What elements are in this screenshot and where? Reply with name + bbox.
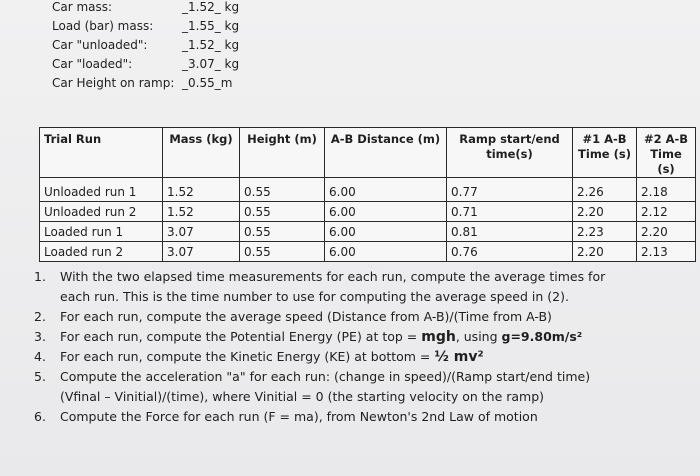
- table-cell: 6.00: [325, 242, 447, 262]
- list-item: [34, 267, 674, 287]
- table-cell: 6.00: [325, 178, 447, 202]
- step-text-part: For each run, compute the Potential Energy (PE) at top =: [60, 329, 422, 344]
- pe-formula: mgh: [421, 329, 456, 345]
- summary-label: Car "unloaded":: [52, 38, 148, 52]
- table-header-row: [40, 128, 696, 178]
- step-number: 4.: [34, 349, 46, 364]
- table-cell: 0.81: [447, 222, 573, 242]
- column-header: #1 A-B Time (s): [573, 128, 637, 178]
- column-header: Trial Run: [40, 128, 163, 178]
- table-cell: 2.20: [637, 222, 696, 242]
- summary-value: _1.55_ kg: [182, 19, 240, 33]
- table-cell: 6.00: [325, 222, 447, 242]
- step-number: 2.: [34, 309, 46, 324]
- column-header: Mass (kg): [163, 128, 240, 178]
- summary-value: _1.52_ kg: [182, 0, 240, 14]
- instruction-list: [34, 267, 674, 427]
- summary-row: [52, 36, 239, 55]
- step-text: [60, 327, 674, 347]
- table-cell: 0.71: [447, 202, 573, 222]
- table-cell: 2.20: [573, 202, 637, 222]
- list-item: [34, 287, 674, 307]
- table-row: [40, 202, 696, 222]
- step-text: [60, 347, 674, 367]
- table-cell: Unloaded run 2: [40, 202, 163, 222]
- summary-row: [52, 17, 239, 36]
- measurement-summary: [52, 0, 239, 93]
- summary-row: [52, 55, 239, 74]
- table-cell: 1.52: [163, 202, 240, 222]
- list-item: [34, 387, 674, 407]
- step-number: 3.: [34, 329, 46, 344]
- table-cell: 0.55: [240, 178, 325, 202]
- summary-value: _1.52_ kg: [182, 38, 240, 52]
- table-cell: 0.55: [240, 202, 325, 222]
- table-cell: 2.20: [573, 242, 637, 262]
- table-row: [40, 222, 696, 242]
- list-item: [34, 367, 674, 387]
- summary-value: _3.07_ kg: [182, 57, 240, 71]
- list-item: [34, 407, 674, 427]
- ke-formula: ½ mv²: [434, 349, 484, 365]
- table-cell: 3.07: [163, 222, 240, 242]
- step-text-part: For each run, compute the Kinetic Energy (KE) at bottom =: [60, 349, 435, 364]
- list-item: [34, 327, 674, 347]
- table-cell: 0.55: [240, 222, 325, 242]
- summary-label: Load (bar) mass:: [52, 19, 154, 33]
- step-text: Compute the acceleration "a" for each run: (change in speed)/(Ramp start/end time): [60, 369, 591, 384]
- summary-label: Car Height on ramp:: [52, 76, 175, 90]
- summary-value: _0.55_m: [182, 76, 233, 90]
- table-row: [40, 178, 696, 202]
- step-text-part: , using: [455, 329, 502, 344]
- table-cell: 2.13: [637, 242, 696, 262]
- step-text: each run. This is the time number to use for computing the average speed in (2).: [60, 289, 569, 304]
- step-text: With the two elapsed time measurements for each run, compute the average times for: [60, 269, 606, 284]
- table-cell: 2.18: [637, 178, 696, 202]
- column-header: #2 A-B Time (s): [637, 128, 696, 178]
- table-cell: Loaded run 1: [40, 222, 163, 242]
- summary-row: [52, 74, 239, 93]
- table-cell: 1.52: [163, 178, 240, 202]
- table-cell: 6.00: [325, 202, 447, 222]
- step-number: 5.: [34, 369, 46, 384]
- table-cell: 2.23: [573, 222, 637, 242]
- list-item: [34, 307, 674, 327]
- step-text: (Vfinal – Vinitial)/(time), where Vinitial = 0 (the starting velocity on the ramp): [60, 389, 545, 404]
- step-text: For each run, compute the average speed (Distance from A-B)/(Time from A-B): [60, 309, 552, 324]
- gravity-value: g=9.80m/s²: [501, 329, 583, 344]
- column-header: Height (m): [240, 128, 325, 178]
- table-cell: 3.07: [163, 242, 240, 262]
- step-text: Compute the Force for each run (F = ma), from Newton's 2nd Law of motion: [60, 409, 538, 424]
- column-header: A-B Distance (m): [325, 128, 447, 178]
- table-cell: 2.26: [573, 178, 637, 202]
- trial-run-table: [39, 127, 696, 262]
- column-header: Ramp start/end time(s): [447, 128, 573, 178]
- summary-label: Car mass:: [52, 0, 113, 14]
- step-number: 6.: [34, 409, 46, 424]
- table-cell: Loaded run 2: [40, 242, 163, 262]
- table-cell: 0.77: [447, 178, 573, 202]
- step-number: 1.: [34, 269, 46, 284]
- list-item: [34, 347, 674, 367]
- summary-row: [52, 0, 239, 17]
- table-cell: Unloaded run 1: [40, 178, 163, 202]
- table-row: [40, 242, 696, 262]
- table-cell: 0.55: [240, 242, 325, 262]
- summary-label: Car "loaded":: [52, 57, 133, 71]
- table-cell: 0.76: [447, 242, 573, 262]
- table-cell: 2.12: [637, 202, 696, 222]
